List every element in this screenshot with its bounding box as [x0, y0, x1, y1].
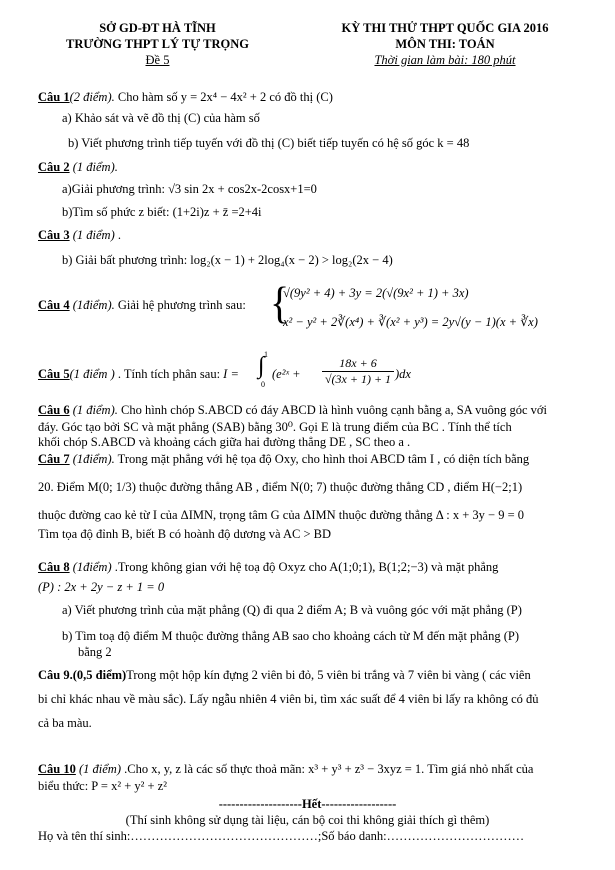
question-7-line-1: Trong mặt phẳng với hệ tọa độ Oxy, cho hình thoi ABCD tâm I , có diện tích bằng — [114, 452, 530, 466]
integral-term-1: (e²ˣ + — [272, 367, 301, 381]
question-8 — [38, 560, 595, 575]
question-6 — [38, 403, 595, 418]
question-7-label: Câu 7 — [38, 452, 70, 466]
question-7-points: (1điểm). — [69, 452, 115, 466]
system-equation-2: x² − y² + 2∛(x⁴) + ∛(x² + y³) = 2y√(y − 1)(x + ∛x) — [283, 315, 538, 329]
question-5 — [38, 367, 595, 382]
exam-note: (Thí sinh không sử dụng tài liệu, cán bộ coi thi không giải thích gì thêm) — [125, 813, 490, 827]
question-6-line-2: đáy. Góc tạo bởi SC và mặt phẳng (SAB) bằng 30⁰. Gọi E là trung điểm của BC . Tính thể tích — [38, 420, 512, 434]
question-7 — [38, 452, 595, 467]
question-8a: a) Viết phương trình của mặt phẳng (Q) đi qua 2 điểm A; B và vuông góc với mặt phẳng (P) — [62, 603, 522, 617]
system-brace: { — [270, 277, 290, 328]
question-9-label: Câu 9.(0,5 điểm) — [38, 668, 127, 682]
question-2-label: Câu 2 — [38, 160, 70, 174]
question-7-line-4: Tìm tọa độ đỉnh B, biết B có hoành độ dương và AC > BD — [38, 527, 331, 541]
question-5-points: (1 điểm ) — [69, 367, 115, 381]
question-4-points: (1điểm). — [69, 298, 115, 312]
question-3-tail: . — [114, 228, 121, 242]
integral-fraction — [322, 356, 394, 387]
question-9-line-3: cả ba màu. — [38, 716, 92, 730]
question-5-text: . Tính tích phân sau: — [114, 367, 224, 381]
question-8b: b) Tìm toạ độ điểm M thuộc đường thẳng AB sao cho khoảng cách từ M đến mặt phẳng (P) — [62, 629, 520, 643]
question-10 — [38, 762, 595, 777]
time-limit: Thời gian làm bài: 180 phút — [374, 53, 516, 67]
question-4-text: Giải hệ phương trình sau: — [114, 298, 246, 312]
end-marker: --------------------Hết------------------ — [218, 797, 397, 811]
question-1-label: Câu 1 — [38, 90, 70, 104]
question-8-label: Câu 8 — [38, 560, 70, 574]
question-2 — [38, 160, 595, 175]
exam-code: Đề 5 — [145, 53, 170, 67]
question-9 — [38, 668, 595, 683]
question-4-label: Câu 4 — [38, 298, 70, 312]
question-9-line-2: bi chỉ khác nhau về màu sắc). Lấy ngẫu nhiên 4 viên bi, tìm xác suất để 4 viên bi lấy ra không có đủ — [38, 692, 539, 706]
question-1 — [38, 90, 595, 105]
subject-title: MÔN THI: TOÁN — [395, 37, 495, 51]
question-1-points: (2 điểm). — [69, 90, 115, 104]
department-name: SỞ GD-ĐT HÀ TĨNH — [99, 21, 216, 35]
fraction-denominator: √(3x + 1) + 1 — [324, 372, 392, 386]
school-header — [30, 20, 285, 68]
integral-upper: 1 — [264, 350, 268, 359]
question-8-points: (1điểm) — [69, 560, 112, 574]
question-8-line-1: .Trong không gian với hệ toạ độ Oxyz cho A(1;0;1), B(1;2;−3) và mặt phẳng — [111, 560, 499, 574]
question-10-label: Câu 10 — [38, 762, 76, 776]
question-1-text: Cho hàm số y = 2x⁴ − 4x² + 2 có đồ thị (C) — [114, 90, 333, 104]
question-3-label: Câu 3 — [38, 228, 70, 242]
question-2-points: (1 điểm). — [69, 160, 118, 174]
question-5-label: Câu 5 — [38, 367, 70, 381]
school-name: TRƯỜNG THPT LÝ TỰ TRỌNG — [66, 37, 249, 51]
question-3 — [38, 228, 595, 243]
exam-title: KỲ THI THỬ THPT QUỐC GIA 2016 — [341, 21, 549, 35]
question-7-line-3: thuộc đường cao kẻ từ I của ΔIMN, trọng tâm G của ΔIMN thuộc đường thẳng Δ : x + 3y − 9 = 0 — [38, 508, 525, 522]
question-1b: b) Viết phương trình tiếp tuyến với đồ thị (C) biết tiếp tuyến có hệ số góc k = 48 — [68, 136, 470, 150]
integral-lhs: I = — [223, 367, 239, 381]
question-6-points: (1 điểm). — [69, 403, 118, 417]
question-8-line-2: (P) : 2x + 2y − z + 1 = 0 — [38, 580, 165, 594]
integral-sign: ∫ — [258, 353, 265, 379]
integral-lower: 0 — [261, 380, 265, 389]
question-10-points: (1 điểm) — [75, 762, 121, 776]
system-equation-1: √(9y² + 4) + 3y = 2(√(9x² + 1) + 3x) — [283, 286, 469, 300]
question-6-line-3: khối chóp S.ABCD và khoảng cách giữa hai đường thẳng DE , SC theo a . — [38, 435, 411, 449]
question-9-line-1: Trong một hộp kín đựng 2 viên bi đỏ, 5 viên bi trắng và 7 viên bi vàng ( các viên — [126, 668, 531, 682]
fraction-numerator: 18x + 6 — [322, 356, 394, 372]
question-10-line-1: .Cho x, y, z là các số thực thoả mãn: x³ + y³ + z³ − 3xyz = 1. Tìm giá nhỏ nhất của — [120, 762, 534, 776]
question-6-label: Câu 6 — [38, 403, 70, 417]
question-8b-line-2: bằng 2 — [78, 645, 112, 659]
candidate-info: Họ và tên thí sinh:………………………………………;Số báo danh:…………………………… — [38, 829, 525, 843]
question-10-line-2: biểu thức: P = x² + y² + z² — [38, 779, 167, 793]
question-7-line-2: 20. Điểm M(0; 1/3) thuộc đường thẳng AB , điểm N(0; 7) thuộc đường thẳng CD , điểm H(−2;1) — [38, 480, 523, 494]
question-2b: b)Tìm số phức z biết: (1+2i)z + z̄ =2+4i — [62, 205, 262, 219]
question-6-line-1: Cho hình chóp S.ABCD có đáy ABCD là hình vuông cạnh bằng a, SA vuông góc với — [117, 403, 548, 417]
question-3-points: (1 điểm) — [69, 228, 115, 242]
question-1a: a) Khảo sát và vẽ đồ thị (C) của hàm số — [62, 111, 260, 125]
question-2a: a)Giải phương trình: √3 sin 2x + cos2x-2cosx+1=0 — [62, 182, 317, 196]
integral-tail: )dx — [395, 367, 411, 381]
exam-header — [300, 20, 590, 68]
question-3b: b) Giải bất phương trình: log₂(x − 1) + 2log₄(x − 2) > log₂(2x − 4) — [62, 253, 393, 267]
